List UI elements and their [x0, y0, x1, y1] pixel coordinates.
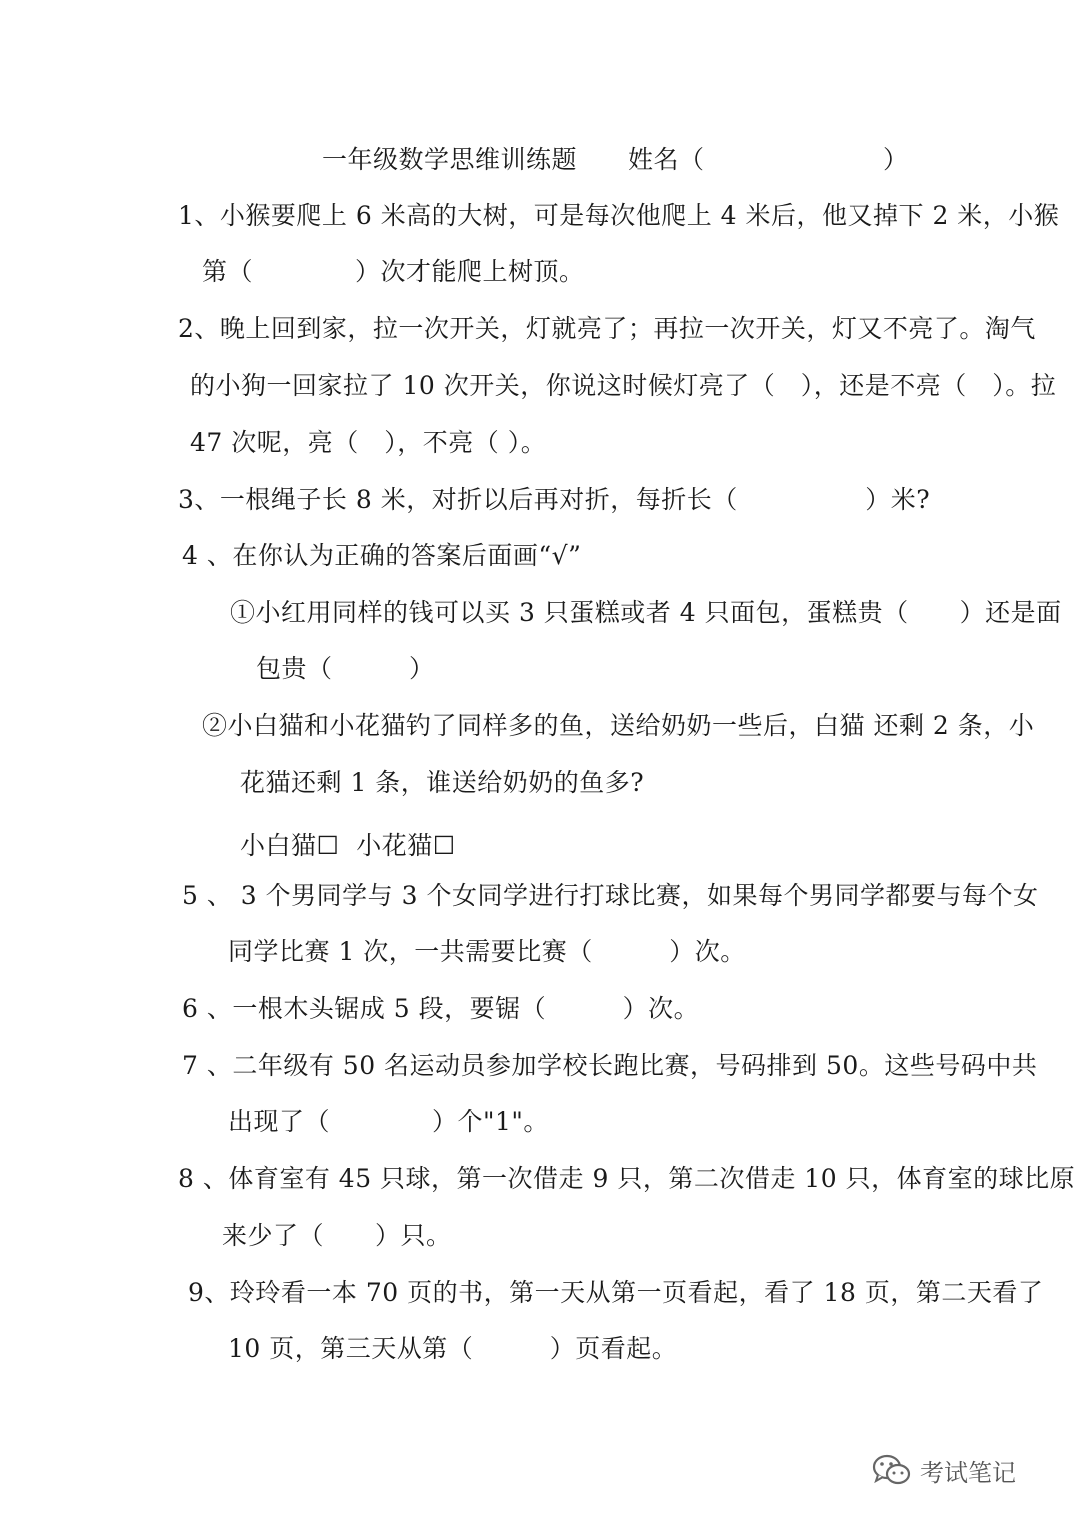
question-2-line-3: 47 次呢，亮（ ），不亮（ ）。: [190, 428, 547, 457]
question-8-line-2: 来少了（ ）只。: [222, 1221, 452, 1250]
question-9-line-1: 9、玲玲看一本 70 页的书，第一天从第一页看起，看了 18 页，第二天看了: [188, 1278, 1044, 1307]
question-4-answer-boxes: 小白猫☐ 小花猫☐: [240, 831, 456, 860]
question-5-line-1: 5 、 3 个男同学与 3 个女同学进行打球比赛，如果每个男同学都要与每个女: [182, 881, 1039, 910]
watermark-text: 考试笔记: [920, 1458, 1016, 1487]
question-7-line-1: 7 、二年级有 50 名运动员参加学校长跑比赛，号码排到 50。这些号码中共: [182, 1051, 1038, 1080]
question-9-line-2: 10 页，第三天从第（ ）页看起。: [228, 1334, 678, 1363]
question-4-part-1-line-2: 包贵（ ）: [256, 654, 435, 683]
worksheet-title: 一年级数学思维训练题 姓名（ ）: [322, 145, 909, 174]
question-1-line-2: 第（ ）次才能爬上树顶。: [202, 257, 585, 286]
question-7-line-2: 出现了（ ）个"1"。: [228, 1107, 549, 1136]
question-4-line-1: 4 、在你认为正确的答案后面画“√”: [182, 541, 582, 570]
question-4-part-1-line-1: ①小红用同样的钱可以买 3 只蛋糕或者 4 只面包，蛋糕贵（ ）还是面: [230, 598, 1062, 627]
watermark: [872, 1450, 1016, 1490]
question-3-line-1: 3、一根绳子长 8 米，对折以后再对折，每折长（ ）米?: [178, 485, 931, 514]
question-1-line-1: 1、小猴要爬上 6 米高的大树，可是每次他爬上 4 米后，他又掉下 2 米，小猴: [178, 201, 1060, 230]
question-4-part-2-line-1: ②小白猫和小花猫钓了同样多的鱼，送给奶奶一些后，白猫 还剩 2 条，小: [202, 711, 1035, 740]
wechat-icon: [872, 1453, 912, 1487]
question-2-line-1: 2、晚上回到家，拉一次开关，灯就亮了；再拉一次开关，灯又不亮了。淘气: [178, 314, 1036, 343]
question-6-line-1: 6 、一根木头锯成 5 段，要锯（ ）次。: [182, 994, 700, 1023]
question-5-line-2: 同学比赛 1 次，一共需要比赛（ ）次。: [228, 937, 746, 966]
question-2-line-2: 的小狗一回家拉了 10 次开关，你说这时候灯亮了（ ），还是不亮（ ）。拉: [190, 371, 1057, 400]
question-8-line-1: 8 、体育室有 45 只球，第一次借走 9 只，第二次借走 10 只，体育室的球比原: [178, 1164, 1076, 1193]
question-4-part-2-line-2: 花猫还剩 1 条，谁送给奶奶的鱼多?: [240, 768, 645, 797]
